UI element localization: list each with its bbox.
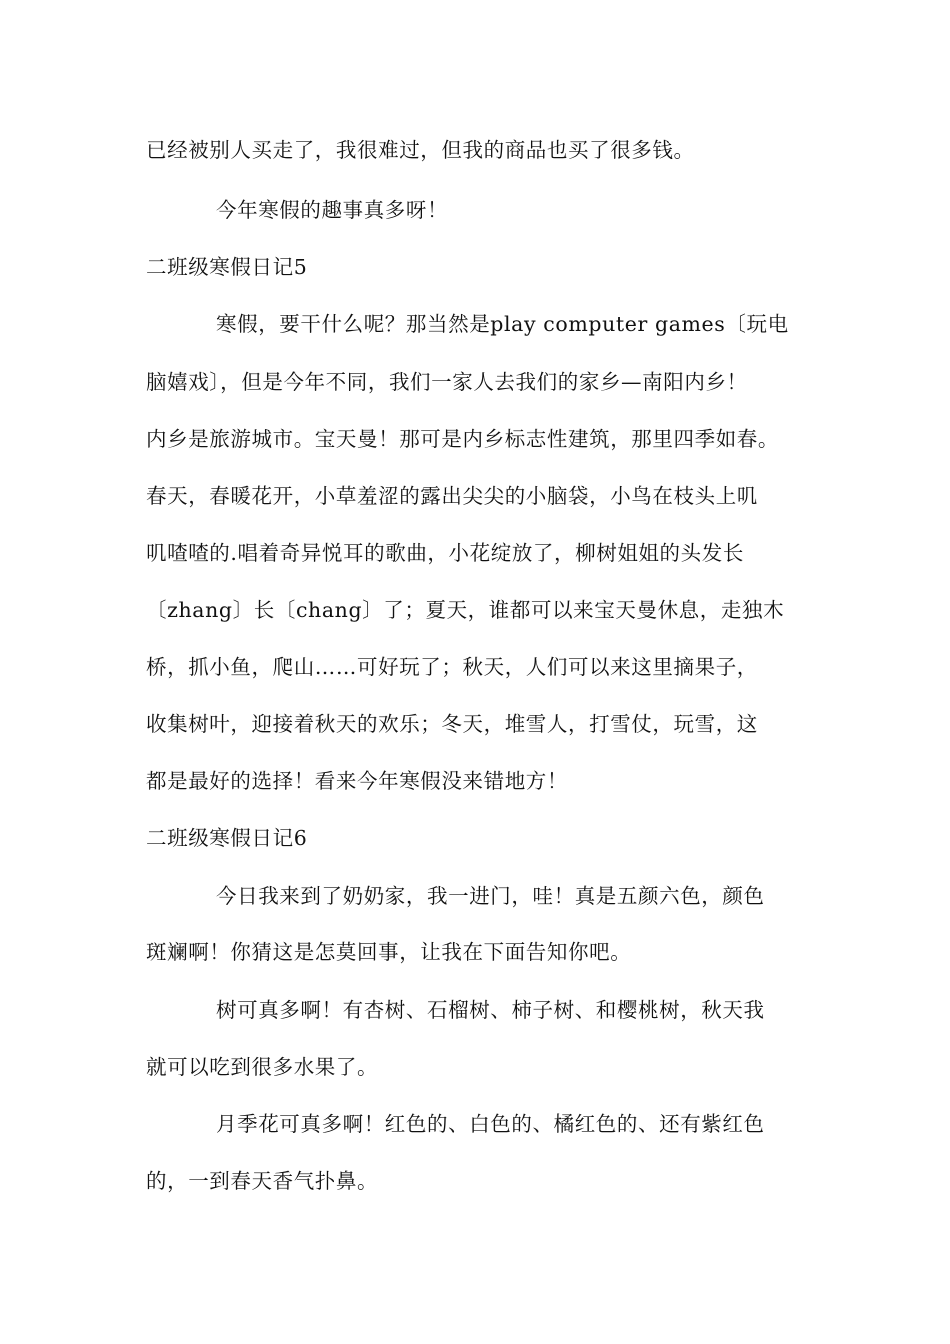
text-line: 叽喳喳的.唱着奇异悦耳的歌曲，小花绽放了，柳树姐姐的头发长 [146, 541, 744, 565]
text-line: 春天，春暖花开，小草羞涩的露出尖尖的小脑袋，小鸟在枝头上叽 [146, 484, 758, 508]
text-line: 树可真多啊！有杏树、石榴树、柿子树、和樱桃树，秋天我 [216, 998, 765, 1022]
text-line: 已经被别人买走了，我很难过，但我的商品也买了很多钱。 [146, 138, 695, 162]
section-heading: 二班级寒假日记6 [146, 826, 308, 850]
text-line: 脑嬉戏〕，但是今年不同，我们一家人去我们的家乡—南阳内乡！ [146, 370, 748, 394]
text-line: 〔zhang〕长〔chang〕了；夏天，谁都可以来宝天曼休息，走独木 [146, 598, 785, 622]
text-line: 月季花可真多啊！红色的、白色的、橘红色的、还有紫红色 [216, 1112, 765, 1136]
text-line: 就可以吃到很多水果了。 [146, 1055, 379, 1079]
text-line: 今日我来到了奶奶家，我一进门，哇！真是五颜六色，颜色 [216, 884, 765, 908]
text-line: 寒假，要干什么呢？那当然是play computer games〔玩电 [216, 312, 789, 336]
text-line: 今年寒假的趣事真多呀！ [216, 198, 449, 222]
text-line: 桥，抓小鱼，爬山……可好玩了；秋天，人们可以来这里摘果子， [146, 655, 758, 679]
text-line: 都是最好的选择！看来今年寒假没来错地方！ [146, 769, 568, 793]
text-line: 收集树叶，迎接着秋天的欢乐；冬天，堆雪人，打雪仗，玩雪，这 [146, 712, 758, 736]
text-line: 的，一到春天香气扑鼻。 [146, 1169, 379, 1193]
text-line: 内乡是旅游城市。宝天曼！那可是内乡标志性建筑，那里四季如春。 [146, 427, 779, 451]
section-heading: 二班级寒假日记5 [146, 255, 308, 279]
text-line: 斑斓啊！你猜这是怎莫回事，让我在下面告知你吧。 [146, 940, 632, 964]
